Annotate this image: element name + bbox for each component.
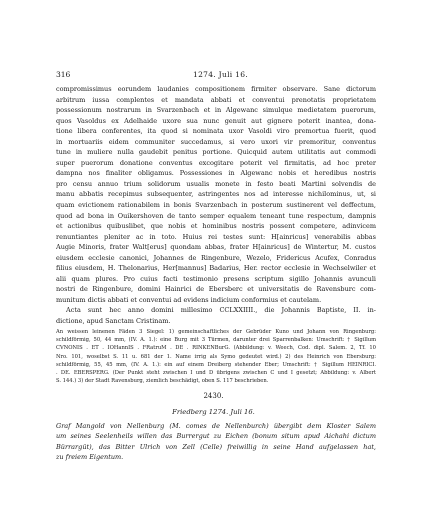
text-line: renuntiantes pleniter ac in toto. Huius rei testes sunt: H[ainricus] venerabilis abbas (56, 232, 376, 241)
text-line: eiusdem ecclesie canonici, Johannes de Ringenbure, Wezelo, Fridericus Acufex, Conradus (56, 253, 376, 262)
page-number: 316 (56, 70, 71, 79)
closing-line: dictione, apud Sanctam Cristinam. (56, 317, 171, 326)
text-line: et actionibus quibuslibet, que nobis et hominibus nostris possent competere, adinvicem (56, 222, 376, 231)
text-line: in mortuariis eidem communiter succedamus, si vero uxori vir premoritur, conventus (56, 137, 376, 146)
text-line: tune in muliere nulla gaudebit penitus portione. Quicquid autem utilitatis aut commodi (56, 148, 376, 157)
note-line: schildförmig, 50, 44 mm, (IV. A. 1.): eine Burg mit 3 Türmen, darunter drei Sparrenbalken: Umschrift: † Sigillum (56, 337, 376, 344)
charter-text (56, 84, 376, 327)
regest-line: Graf Mangold von Nellenburg (M. comes de Nellenburch) übergibt dem Kloster Salem (56, 422, 376, 430)
text-line: quos Vasoldus ex Adelhaide uxore sua nunc genuit aut gignere poterit inantea, dona- (56, 116, 376, 125)
text-line: munitum dictis abbati et conventui ad evidens indicium conformius et cautelam. (56, 295, 322, 304)
text-line: alii quam plures. Pro cuius facti testimonio presens scriptum sigillo Johannis avunculi (56, 274, 376, 283)
document-number: 2430. (203, 392, 224, 400)
text-line: nostri de Ringenbure, domini Hainrici de Ebersberc et universitatis de Ravensburc com- (56, 285, 376, 294)
text-line: super puerorum donatione conventus excogitare poterit vel firmitatis, ad hoc preter (56, 158, 376, 167)
text-line: manu abbatis recepimus subsequenter, astringentes nos ad interesse nichilominus, ut, si (56, 190, 376, 199)
seal-notes (56, 328, 376, 385)
regest-summary (56, 421, 376, 463)
note-line: schildförmig, 55, 45 mm, (IV. A. 1.): ein auf einem Dreiberg stehender Eber; Umschrift: † Sigillum HEINRICI. (56, 361, 376, 368)
note-line: An weissen leinenen Fäden 3 Siegel: 1) gemeinschaftliches der Gebrüder Kuno und Johann von Ringenburg: (56, 329, 376, 335)
note-line: CVNONIS . ET . IOHannIS . FRatruM . DE . RINKENBurG. (Abbildung: v. Weech, Cod. dipl. Salem. 2, Tf. 10 (56, 345, 376, 352)
text-line: quod ad bona in Ouikershoven de tanto semper equalem teneant tune respectum, dampnis (56, 211, 376, 220)
page-header (56, 70, 376, 82)
text-line: filius eiusdem, H. Thelonarius, Her[mannus] Badarius, Her. rector ecclesie in Wechselwiler et (56, 264, 376, 273)
regest-line: um seines Seelenheils willen das Burrergut zu Eichen (bonum situm apud Aichahi dictum (56, 432, 376, 441)
regest-line: zu freiem Eigentum. (56, 453, 124, 462)
note-line: S. 144.) 3) der Stadt Ravensburg, ziemlich beschädigt, oben S. 117 beschrieben. (56, 378, 269, 385)
note-line: Nro. 101, woselbst S. 11 u. 681 der 1. Name irrig als Symo gedeutet wird.) 2) des Heinrich von Ebersburg: (56, 353, 376, 360)
header-date: 1274. Juli 16. (193, 70, 249, 79)
text-line: tione libera conferentes, ita quod si nominata uxor Vasoldi viro premortua fuerit, quod (56, 127, 376, 136)
text-line: possessionum nostrarum in Svarzenbach et in Algewanc simulque medietatem puerorum, (56, 106, 376, 115)
text-line: Augie Minoris, frater Walt[erus] quondam abbas, frater H[ainricus] de Wintertur, M. custos (56, 243, 376, 252)
regest-line: Bürrargüt), das Bitter Ulrich von Zell (Celle) freiwillig in seine Hand aufgelassen hat, (56, 442, 376, 451)
document-date: Friedberg 1274. Juli 16. (172, 408, 255, 416)
text-line: compromissimus eorundem laudanies compositionem firmiter observare. Sane dictorum (56, 85, 376, 93)
text-line: arbitrum iussa complentes et mandata abbati et conventui prenotatis proprietatem (56, 95, 376, 104)
text-line: dampna nos finaliter obligamus. Possessiones in Algewanc nobis et heredibus nostris (56, 169, 376, 178)
closing-line: Acta sunt hec anno domini millesimo CCLXXIIII., die Johannis Baptiste, II. in- (66, 306, 376, 315)
note-line: . DE. EBERSPERG. (Der Punkt steht zwischen I und D übrigens zwischen C und I gesetzt; Abbildung: v. Albert (56, 370, 376, 377)
text-line: quam evictionem rationabilem in bonis Svarzenbach in posterum sustinerent vel deffectum, (56, 201, 376, 210)
text-line: pro censu annuo trium solidorum usualis monete in festo beati Martini solvendis de (56, 179, 376, 188)
